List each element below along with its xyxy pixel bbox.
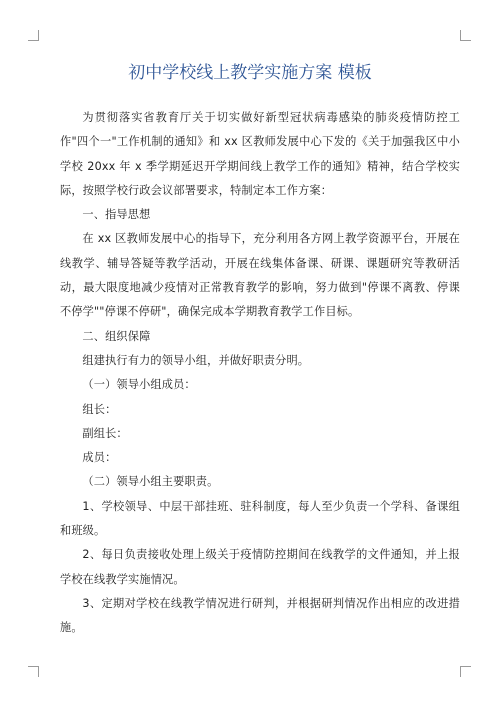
member-leader: 组长： xyxy=(82,402,117,416)
crop-mark-bottom-right xyxy=(460,666,471,677)
subsection-heading-duties: （二）领导小组主要职责。 xyxy=(82,475,219,489)
crop-mark-bottom-left xyxy=(28,666,39,677)
section-heading-organization: 二、组织保障 xyxy=(82,329,151,343)
member-members: 成员： xyxy=(82,451,117,465)
section-heading-guiding-ideology: 一、指导思想 xyxy=(82,208,151,222)
member-deputy-leader: 副组长： xyxy=(82,426,128,440)
document-title: 初中学校线上教学实施方案 模板 xyxy=(128,63,372,83)
subsection-heading-members: （一）领导小组成员： xyxy=(82,378,196,392)
guiding-ideology-paragraph: 在 xx 区教师发展中心的指导下，充分利用各方网上教学资源平台，开展在线教学、辅导答疑等教学活动，开展在线集体备课、研课、课题研究等教研活动，最大限度地减少疫情对正常教育教学的影响，努力做到"停课不离教、停课不停学""停课不停研"，确保完成本学期教育教学工作目标。 xyxy=(60,232,460,319)
duty-item-1: 1、学校领导、中层干部挂班、驻科制度，每人至少负责一个学科、备课组和班级。 xyxy=(60,499,460,538)
crop-mark-top-left xyxy=(28,30,39,41)
document-body xyxy=(60,106,460,641)
duty-item-2: 2、每日负责接收处理上级关于疫情防控期间在线教学的文件通知，并上报学校在线教学实施情况。 xyxy=(60,548,460,586)
duty-item-3: 3、定期对学校在线教学情况进行研判，并根据研判情况作出相应的改进措施。 xyxy=(60,596,460,635)
intro-paragraph: 为贯彻落实省教育厅关于切实做好新型冠状病毒感染的肺炎疫情防控工作"四个一"工作机制的通知》和 xx 区教师发展中心下发的《关于加强我区中小学校 20xx 年 x 季学期延迟开学期间线上教学工作的通知》精神，结合学校实际，按照学校行政会议部署要求，特制定本工作方案： xyxy=(60,111,460,197)
organization-paragraph: 组建执行有力的领导小组，并做好职责分明。 xyxy=(82,353,310,367)
crop-mark-top-right xyxy=(460,30,471,41)
